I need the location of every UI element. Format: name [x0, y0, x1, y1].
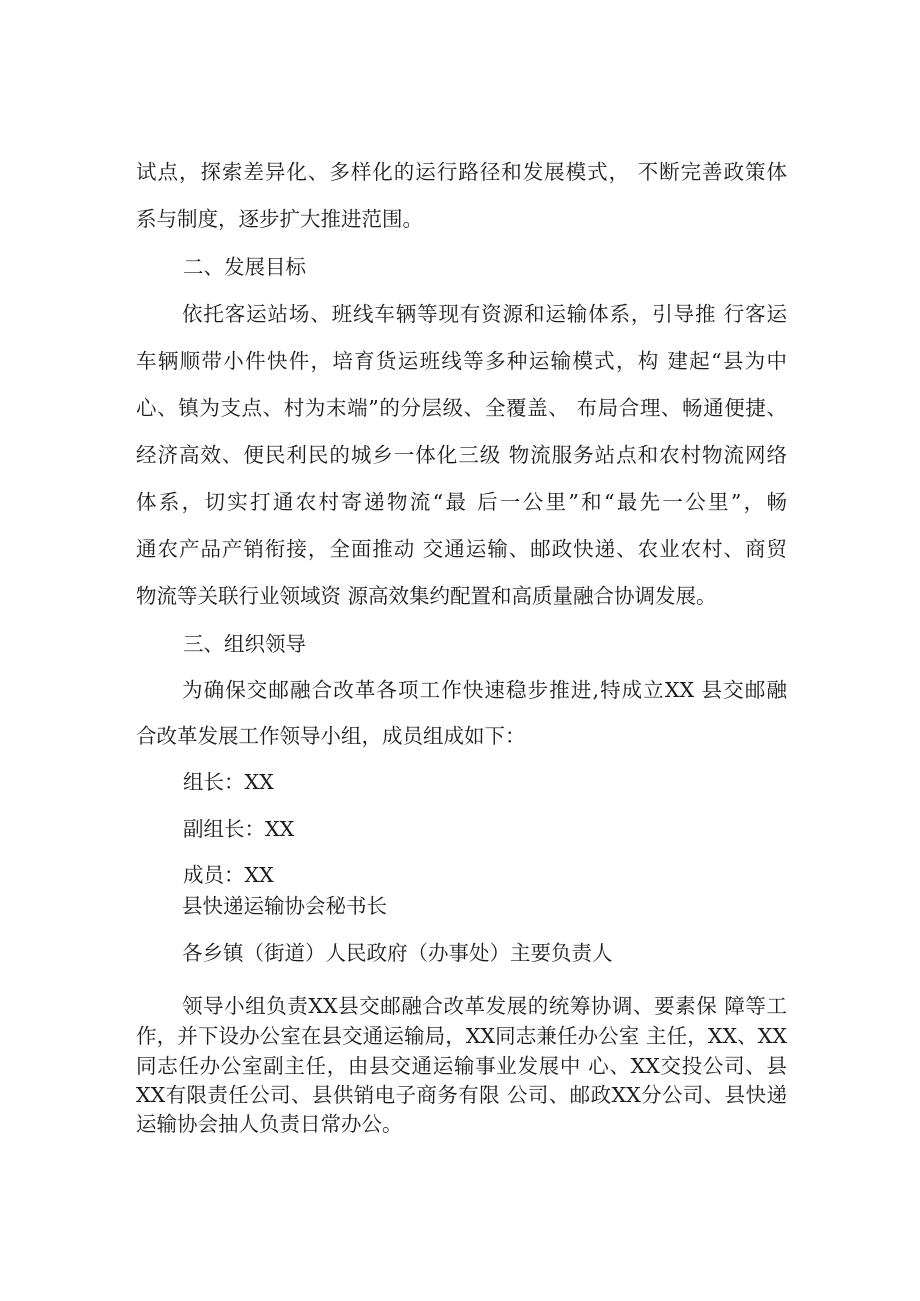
member-line: 组长：XX [183, 770, 274, 794]
member-line: 副组长：XX [183, 817, 295, 841]
paragraph-line: 试点，探索差异化、多样化的运行路径和发展模式， 不断完善政策体 [136, 160, 787, 184]
paragraph-line: 体系，切实打通农村寄递物流“最 后一公里”和“最先一公里”，畅 [136, 490, 787, 514]
paragraph-line: 通农产品产销衔接，全面推动 交通运输、邮政快递、农业农村、商贸 [136, 537, 787, 561]
paragraph-line: 领导小组负责XX县交邮融合改革发展的统筹协调、要素保 障等工 [182, 994, 787, 1018]
member-line: 成员：XX [183, 863, 274, 887]
paragraph-line: 作，并下设办公室在县交通运输局，XX同志兼任办公室 主任，XX、XX [136, 1024, 787, 1048]
member-line: 县快递运输协会秘书长 [182, 894, 387, 918]
paragraph-line: 运输协会抽人负责日常办公。 [136, 1112, 403, 1136]
paragraph-line: 为确保交邮融合改革各项工作快速稳步推进,特成立XX 县交邮融 [182, 678, 787, 702]
paragraph-line: 车辆顺带小件快件，培育货运班线等多种运输模式，构 建起“县为中 [136, 349, 787, 373]
paragraph-line: 依托客运站场、班线车辆等现有资源和运输体系，引导推 行客运 [182, 302, 787, 326]
paragraph-line: 同志任办公室副主任，由县交通运输事业发展中 心、XX交投公司、县 [136, 1054, 787, 1078]
paragraph-line: 物流等关联行业领域资 源高效集约配置和高质量融合协调发展。 [136, 584, 717, 608]
paragraph-line: XX有限责任公司、县供销电子商务有限 公司、邮政XX分公司、县快递 [136, 1083, 787, 1107]
section-heading: 二、发展目标 [183, 255, 306, 279]
member-line: 各乡镇（街道）人民政府（办事处）主要负责人 [182, 941, 613, 965]
paragraph-line: 系与制度，逐步扩大推进范围。 [136, 207, 423, 231]
paragraph-line: 心、镇为支点、村为末端”的分层级、全覆盖、 布局合理、畅通便捷、 [136, 396, 787, 420]
section-heading: 三、组织领导 [183, 632, 306, 656]
paragraph-line: 经济高效、便民利民的城乡一体化三级 物流服务站点和农村物流网络 [136, 443, 787, 467]
paragraph-line: 合改革发展工作领导小组，成员组成如下： [136, 724, 526, 748]
